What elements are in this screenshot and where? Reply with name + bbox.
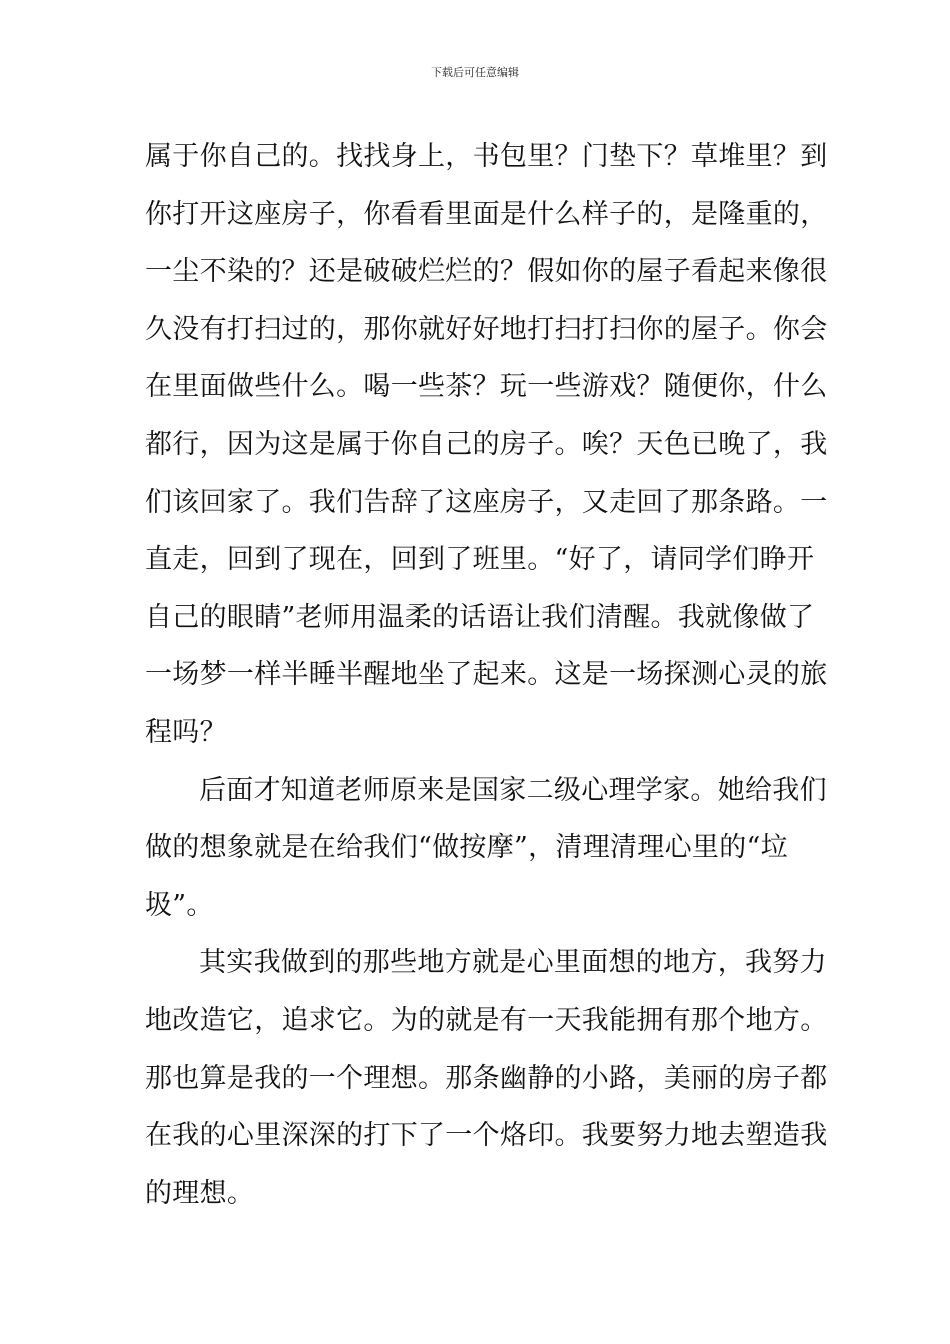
text-line: 们该回家了。我们告辞了这座房子，又走回了那条路。一	[145, 486, 828, 518]
text-line: 的理想。	[145, 1177, 255, 1209]
text-line: 直走，回到了现在，回到了班里。“好了，请同学们睁开	[145, 544, 815, 576]
text-line: 在里面做些什么。喝一些茶？玩一些游戏？随便你，什么	[145, 371, 828, 403]
text-line: 一场梦一样半睡半醒地坐了起来。这是一场探测心灵的旅	[145, 659, 828, 691]
text-line: 后面才知道老师原来是国家二级心理学家。她给我们	[199, 774, 827, 806]
text-line: 属于你自己的。找找身上，书包里？门垫下？草堆里？到	[145, 141, 828, 172]
text-line: 那也算是我的一个理想。那条幽静的小路，美丽的房子都	[145, 1062, 828, 1094]
body-text	[145, 128, 828, 1222]
text-line: 都行，因为这是属于你自己的房子。唉？天色已晚了，我	[145, 428, 828, 460]
paragraph-2	[145, 762, 827, 935]
text-line: 在我的心里深深的打下了一个烙印。我要努力地去塑造我	[145, 1120, 828, 1152]
text-line: 自己的眼睛”老师用温柔的话语让我们清醒。我就像做了	[145, 601, 815, 633]
paragraph-1	[145, 128, 828, 762]
text-line: 地改造它，追求它。为的就是有一天我能拥有那个地方。	[145, 1004, 828, 1036]
text-line: 做的想象就是在给我们“做按摩”，清理清理心里的“垃	[145, 832, 788, 864]
text-line: 久没有打扫过的，那你就好好地打扫打扫你的屋子。你会	[145, 313, 828, 345]
page-header: 下载后可任意编辑	[431, 66, 519, 79]
paragraph-3	[145, 934, 828, 1222]
text-line: 其实我做到的那些地方就是心里面想的地方，我努力	[199, 947, 827, 979]
text-line: 圾”。	[145, 889, 214, 921]
text-line: 程吗？	[145, 716, 227, 748]
text-line: 一尘不染的？还是破破烂烂的？假如你的屋子看起来像很	[145, 256, 828, 288]
text-line: 你打开这座房子，你看看里面是什么样子的，是隆重的，	[145, 198, 828, 230]
